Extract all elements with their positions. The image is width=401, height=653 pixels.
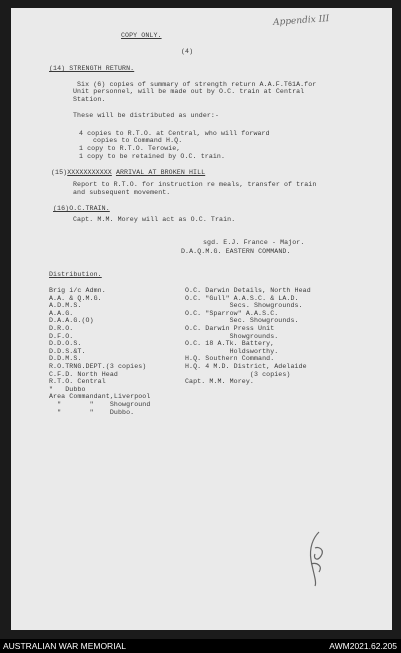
signature-line-1: sgd. E.J. France - Major.: [203, 239, 305, 246]
distribution-left-list: [49, 287, 150, 416]
distribution-entry: D.D.O.S.: [49, 340, 82, 348]
s14-line-1: Six (6) copies of summary of strength return A.A.F.T61A.for: [77, 81, 317, 88]
distribution-entry: D.F.O.: [49, 332, 74, 340]
distribution-entry: O.C. Darwin Press Unit: [185, 324, 275, 332]
signature-line-2: D.A.Q.M.G. EASTERN COMMAND.: [181, 248, 291, 255]
footer-reference: AWM2021.62.205: [329, 641, 397, 651]
distribution-entry: C.F.D. North Head: [49, 370, 118, 378]
distribution-entry: D.D.S.&T.: [49, 347, 86, 355]
distribution-entry: Holdsworthy.: [185, 347, 279, 355]
handwritten-annotation: Appendix III: [272, 14, 330, 28]
distribution-entry: " " Dubbo.: [49, 408, 135, 416]
distribution-entry: H.Q. 4 M.D. District, Adelaide: [185, 362, 307, 370]
section-15-title: [51, 169, 205, 176]
distribution-entry: A.D.M.S.: [49, 302, 82, 310]
distribution-entry: D.R.O.: [49, 324, 74, 332]
footer-bar: [0, 639, 401, 653]
handwritten-initials: [305, 528, 329, 588]
distribution-entry: R.T.O. Central: [49, 378, 106, 386]
distribution-entry: H.Q. Southern Command.: [185, 355, 275, 363]
section-15-number: (15): [51, 169, 68, 176]
distribution-entry: A.A. & Q.M.G.: [49, 294, 102, 302]
section-14-title: (14) STRENGTH RETURN.: [49, 65, 135, 72]
section-16-title: (16)O.C.TRAIN.: [53, 205, 110, 212]
distribution-entry: Secs. Showgrounds.: [185, 302, 303, 310]
distribution-entry: " Dubbo: [49, 385, 86, 393]
distribution-entry: O.C. "Sparrow" A.A.S.C.: [185, 309, 279, 317]
footer-source: AUSTRALIAN WAR MEMORIAL: [3, 641, 126, 651]
s14-copy-3: 1 copy to R.T.O. Terowie,: [79, 145, 181, 152]
distribution-title: Distribution.: [49, 271, 102, 278]
s14-line-3: Station.: [73, 96, 106, 103]
distribution-entry: A.A.G.: [49, 309, 74, 317]
distribution-entry: (3 copies): [185, 370, 291, 378]
s15-line-1: Report to R.T.O. for instruction re meals, transfer of train: [73, 181, 317, 188]
distribution-entry: " " Showground: [49, 400, 151, 408]
distribution-entry: D.A.A.G.(O): [49, 317, 94, 325]
s14-line-2: Unit personnel, will be made out by O.C. train at Central: [73, 88, 305, 95]
distribution-entry: O.C. 18 A.Tk. Battery,: [185, 340, 275, 348]
section-15-heading: ARRIVAL AT BROKEN HILL: [115, 169, 206, 176]
distribution-right-list: [185, 287, 311, 386]
s14-distribution-intro: These will be distributed as under:-: [73, 112, 220, 119]
distribution-entry: Showgrounds.: [185, 332, 279, 340]
distribution-entry: Capt. M.M. Morey.: [185, 378, 254, 386]
page-number: (4): [181, 48, 194, 55]
distribution-entry: O.C. Darwin Details, North Head: [185, 287, 311, 294]
s14-copy-1: 4 copies to R.T.O. at Central, who will forward: [79, 130, 270, 137]
s15-line-2: and subsequent movement.: [73, 189, 171, 196]
s14-copy-4: 1 copy to be retained by O.C. train.: [79, 153, 226, 160]
distribution-entry: D.D.M.S.: [49, 355, 82, 363]
distribution-entry: R.O.TRNG.DEPT.(3 copies): [49, 362, 147, 370]
copy-heading: COPY ONLY.: [121, 32, 162, 39]
s14-copy-2: copies to Command H.Q.: [93, 137, 183, 144]
document-page: [11, 8, 392, 630]
distribution-entry: Sec. Showgrounds.: [185, 317, 299, 325]
section-15-struck: XXXXXXXXXXX: [67, 169, 112, 176]
s16-line-1: Capt. M.M. Morey will act as O.C. Train.: [73, 216, 236, 223]
distribution-entry: Area Commandant,Liverpool: [49, 393, 151, 401]
distribution-entry: Brig i/c Admn.: [49, 287, 106, 294]
distribution-entry: O.C. "Gull" A.A.S.C. & LA.D.: [185, 294, 299, 302]
